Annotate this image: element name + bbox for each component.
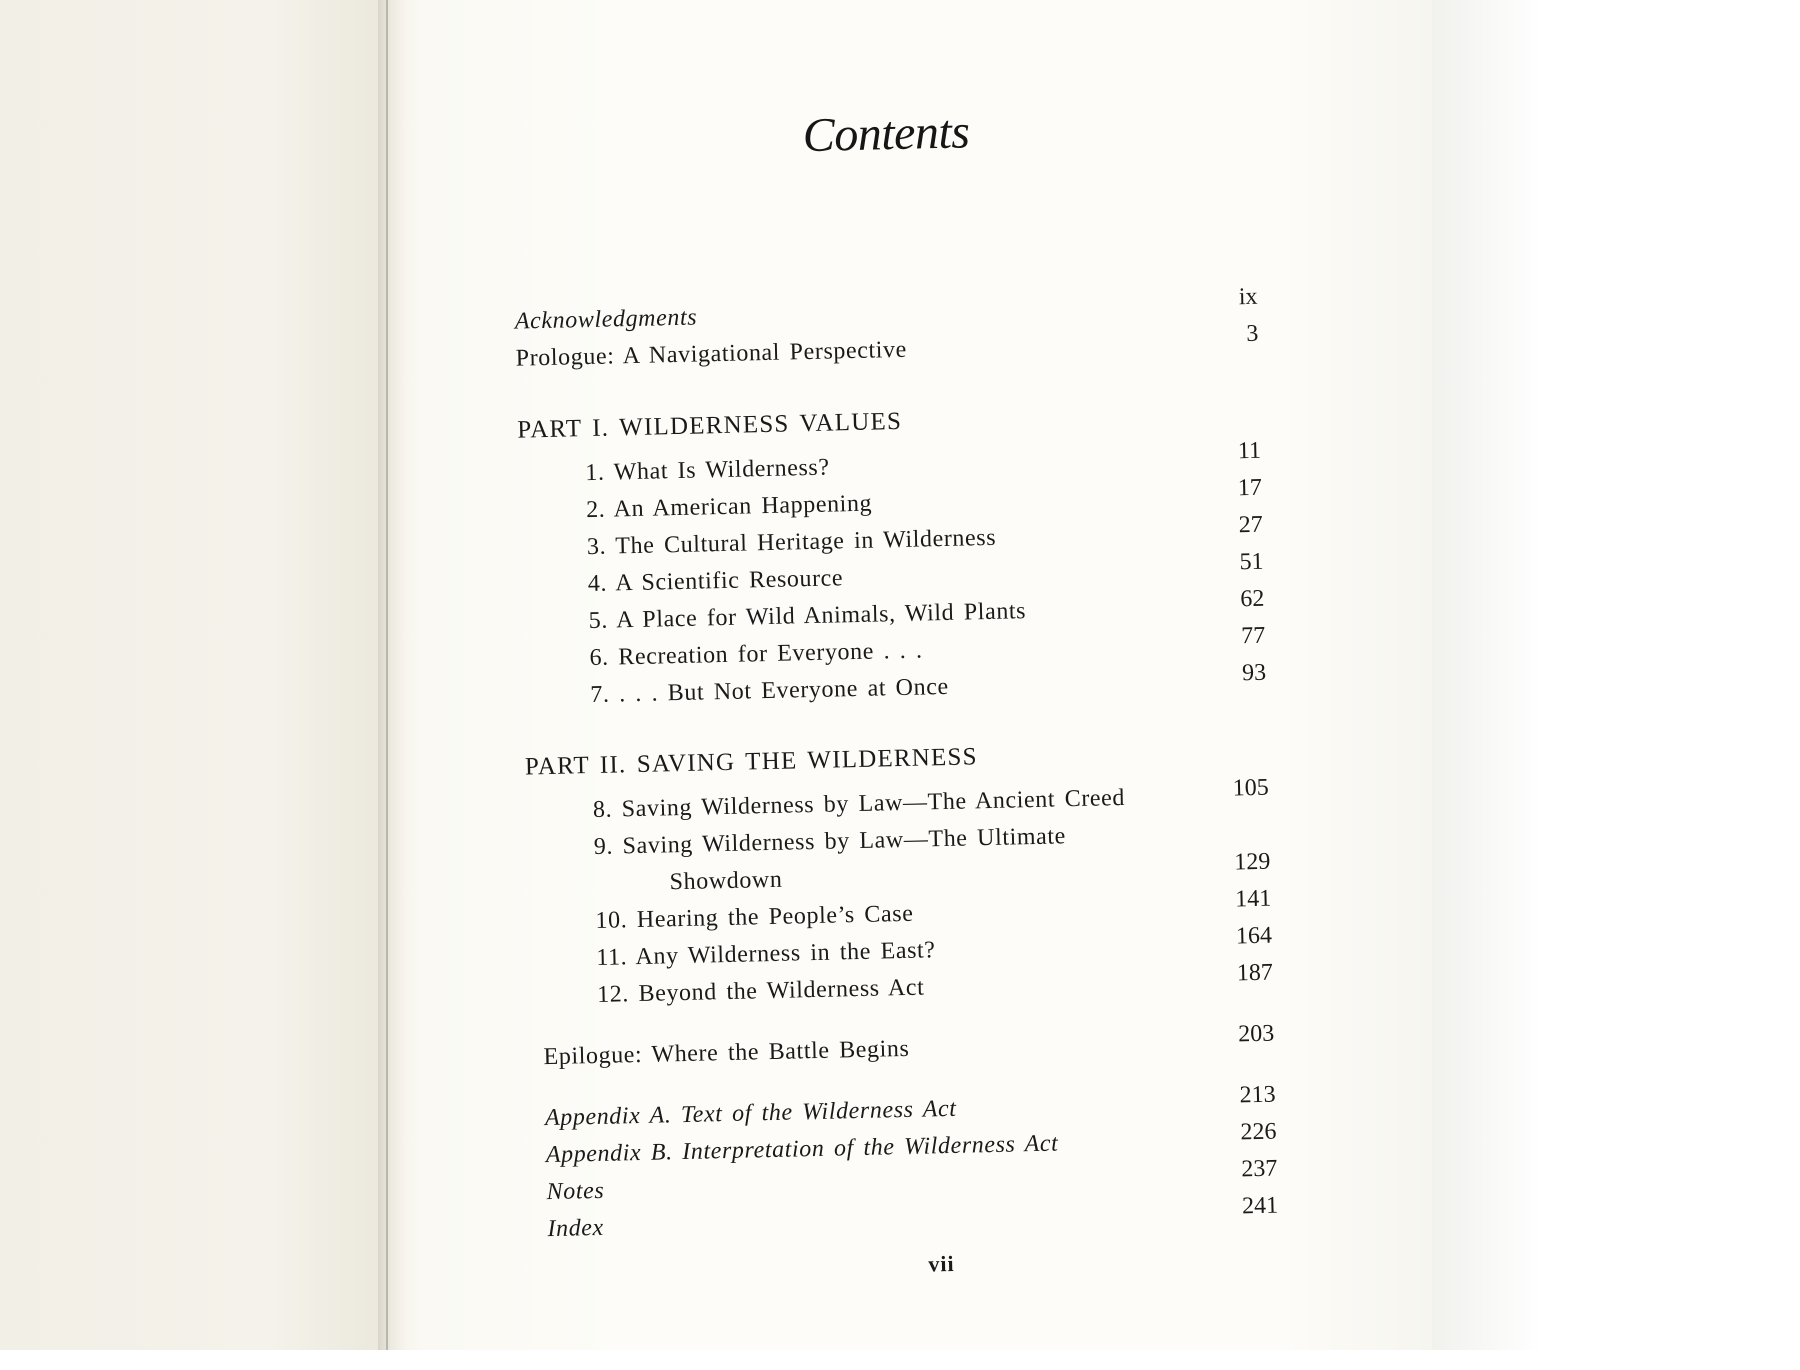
toc-page-number: 187 bbox=[1236, 959, 1274, 987]
toc-page-number: 141 bbox=[1234, 885, 1272, 913]
toc-page-number: 129 bbox=[1234, 848, 1271, 876]
chapter-entry: 5. A Place for Wild Animals, Wild Plants bbox=[588, 598, 1027, 635]
toc-entry-prologue: Prologue: A Navigational Perspective bbox=[515, 336, 908, 372]
chapter-entry: 4. A Scientific Resource bbox=[587, 565, 844, 598]
toc-page-number: 213 bbox=[1239, 1081, 1276, 1109]
toc-entry-appendix-a: Appendix A. Text of the Wilderness Act bbox=[544, 1095, 957, 1132]
page-title: Contents bbox=[802, 105, 970, 163]
toc-page-number: 203 bbox=[1237, 1020, 1275, 1048]
toc-page-number: 11 bbox=[1237, 437, 1262, 465]
chapter-entry: 10. Hearing the People’s Case bbox=[595, 900, 914, 934]
toc-page-number: ix bbox=[1238, 283, 1258, 311]
toc-entry-notes: Notes bbox=[546, 1177, 605, 1206]
toc-page-number: 237 bbox=[1241, 1155, 1278, 1183]
chapter-entry: 7. . . . But Not Everyone at Once bbox=[590, 673, 949, 709]
chapter-entry-continuation: Showdown bbox=[669, 866, 783, 896]
toc-page-number: 51 bbox=[1239, 548, 1264, 576]
toc-page-number: 27 bbox=[1238, 511, 1263, 539]
chapter-entry: 1. What Is Wilderness? bbox=[585, 454, 830, 487]
toc-page-number: 77 bbox=[1240, 622, 1266, 650]
toc-entry-index: Index bbox=[547, 1214, 605, 1243]
toc-entry-epilogue: Epilogue: Where the Battle Begins bbox=[543, 1035, 910, 1071]
toc-page-number: 164 bbox=[1235, 922, 1273, 950]
toc-entry-appendix-b: Appendix B. Interpretation of the Wilderness Act bbox=[545, 1130, 1059, 1169]
part-two-heading: PART II. SAVING THE WILDERNESS bbox=[524, 743, 978, 781]
toc-page-number: 226 bbox=[1240, 1118, 1277, 1146]
toc-page-number: 3 bbox=[1246, 320, 1259, 348]
toc-page-number: 17 bbox=[1237, 474, 1263, 502]
part-one-heading: PART I. WILDERNESS VALUES bbox=[517, 407, 903, 444]
toc-page-number: 93 bbox=[1241, 659, 1267, 687]
page-folio: vii bbox=[928, 1250, 955, 1277]
chapter-entry: 12. Beyond the Wilderness Act bbox=[596, 974, 925, 1008]
toc-page-number: 241 bbox=[1241, 1192, 1279, 1220]
toc-entry-acknowledgments: Acknowledgments bbox=[514, 304, 698, 335]
chapter-entry: 9. Saving Wilderness by Law—The Ultimate bbox=[593, 823, 1067, 860]
chapter-entry: 2. An American Happening bbox=[585, 490, 873, 524]
chapter-entry: 3. The Cultural Heritage in Wilderness bbox=[586, 524, 997, 561]
toc-page-number: 62 bbox=[1240, 585, 1265, 613]
chapter-entry: 8. Saving Wilderness by Law—The Ancient Creed bbox=[592, 784, 1126, 823]
chapter-entry: 11. Any Wilderness in the East? bbox=[596, 937, 936, 971]
toc-page-number: 105 bbox=[1232, 774, 1269, 802]
chapter-entry: 6. Recreation for Everyone . . . bbox=[589, 637, 923, 672]
